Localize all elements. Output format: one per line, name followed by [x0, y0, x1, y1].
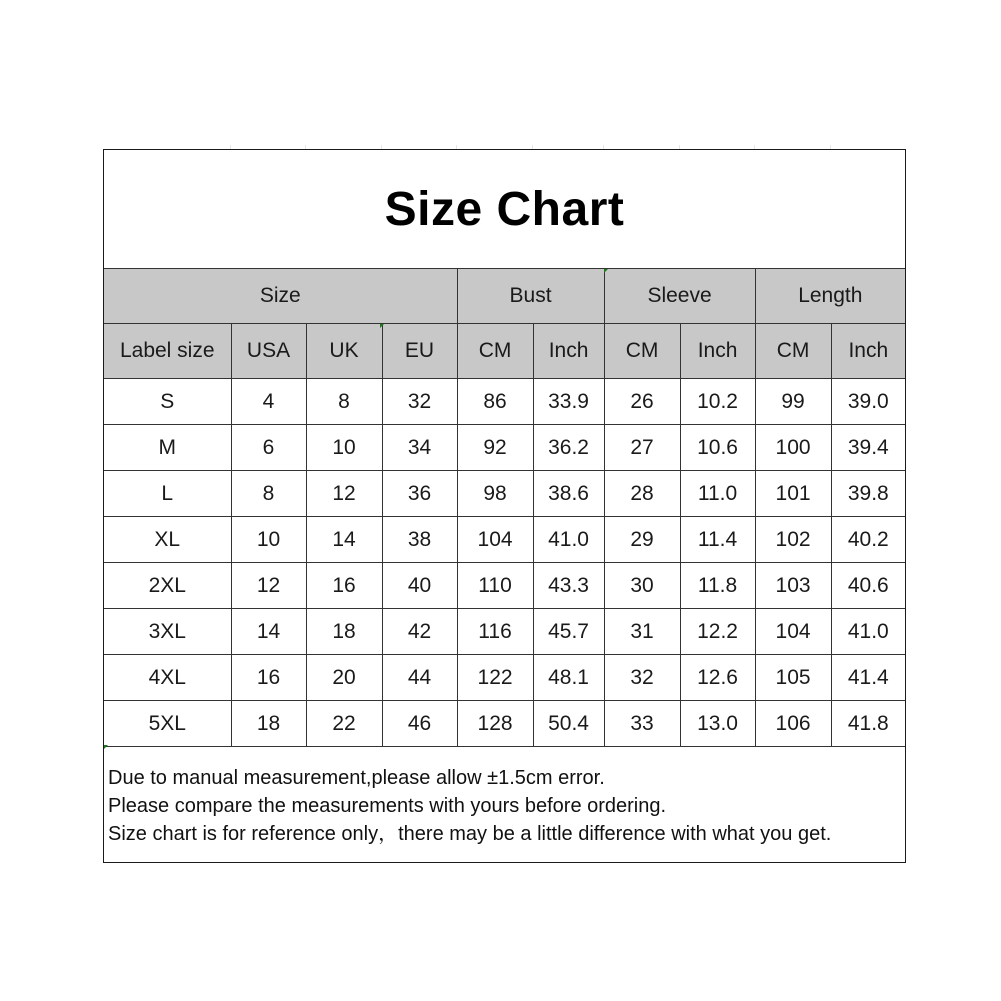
col-header-bust-cm: CM	[457, 324, 533, 379]
cell-length-inch: 39.0	[831, 379, 905, 425]
cell-usa: 8	[231, 471, 306, 517]
cell-eu: 40	[382, 563, 457, 609]
cell-uk: 14	[306, 517, 382, 563]
table-row	[104, 609, 905, 655]
cell-label-size: M	[104, 425, 231, 471]
cell-label-size: 3XL	[104, 609, 231, 655]
table-body	[104, 379, 905, 747]
cell-sleeve-cm: 28	[604, 471, 680, 517]
cell-bust-cm: 116	[457, 609, 533, 655]
size-table	[104, 269, 905, 747]
cell-sleeve-cm: 26	[604, 379, 680, 425]
cell-uk: 10	[306, 425, 382, 471]
cell-eu: 34	[382, 425, 457, 471]
cell-label-size: S	[104, 379, 231, 425]
cell-bust-inch: 50.4	[533, 701, 604, 747]
cell-bust-inch: 48.1	[533, 655, 604, 701]
col-header-length-cm: CM	[755, 324, 831, 379]
cell-uk: 18	[306, 609, 382, 655]
cell-eu: 44	[382, 655, 457, 701]
cell-sleeve-cm: 29	[604, 517, 680, 563]
cell-bust-cm: 122	[457, 655, 533, 701]
cell-length-cm: 106	[755, 701, 831, 747]
group-header-size: Size	[104, 269, 457, 324]
cell-label-size: L	[104, 471, 231, 517]
cell-eu: 38	[382, 517, 457, 563]
cell-bust-cm: 104	[457, 517, 533, 563]
cell-sleeve-inch: 10.6	[680, 425, 755, 471]
cell-sleeve-cm: 32	[604, 655, 680, 701]
cell-length-inch: 41.0	[831, 609, 905, 655]
cell-bust-cm: 110	[457, 563, 533, 609]
col-header-sleeve-cm: CM	[604, 324, 680, 379]
cell-usa: 12	[231, 563, 306, 609]
chart-title: Size Chart	[384, 182, 625, 236]
col-header-sleeve-inch: Inch	[680, 324, 755, 379]
cell-bust-inch: 41.0	[533, 517, 604, 563]
cell-usa: 16	[231, 655, 306, 701]
table-row	[104, 425, 905, 471]
table-row	[104, 379, 905, 425]
group-header-sleeve: Sleeve	[604, 269, 755, 324]
group-header-row	[104, 269, 905, 324]
cell-sleeve-inch: 11.8	[680, 563, 755, 609]
col-header-length-inch: Inch	[831, 324, 905, 379]
cell-sleeve-cm: 27	[604, 425, 680, 471]
cell-bust-cm: 86	[457, 379, 533, 425]
table-row	[104, 471, 905, 517]
cell-length-inch: 41.4	[831, 655, 905, 701]
cell-eu: 46	[382, 701, 457, 747]
cell-length-inch: 39.4	[831, 425, 905, 471]
size-chart	[103, 149, 906, 863]
cell-sleeve-inch: 12.2	[680, 609, 755, 655]
title-band	[104, 150, 905, 269]
cell-uk: 20	[306, 655, 382, 701]
table-row	[104, 655, 905, 701]
cell-length-inch: 41.8	[831, 701, 905, 747]
cell-uk: 8	[306, 379, 382, 425]
sub-header-row	[104, 324, 905, 379]
cell-bust-cm: 98	[457, 471, 533, 517]
cell-uk: 16	[306, 563, 382, 609]
cell-usa: 10	[231, 517, 306, 563]
cell-length-cm: 100	[755, 425, 831, 471]
cell-uk: 22	[306, 701, 382, 747]
cell-bust-cm: 92	[457, 425, 533, 471]
cell-usa: 6	[231, 425, 306, 471]
cell-usa: 18	[231, 701, 306, 747]
cell-sleeve-inch: 13.0	[680, 701, 755, 747]
col-header-bust-inch: Inch	[533, 324, 604, 379]
cell-length-cm: 99	[755, 379, 831, 425]
note-line: Please compare the measurements with yours before ordering.	[108, 795, 667, 817]
table-row	[104, 517, 905, 563]
cell-sleeve-inch: 10.2	[680, 379, 755, 425]
cell-length-cm: 102	[755, 517, 831, 563]
cell-sleeve-cm: 33	[604, 701, 680, 747]
cell-eu: 32	[382, 379, 457, 425]
cell-label-size: 5XL	[104, 701, 231, 747]
col-header-label-size: Label size	[104, 324, 231, 379]
group-header-length: Length	[755, 269, 905, 324]
col-header-uk: UK	[306, 324, 382, 379]
cell-sleeve-inch: 11.4	[680, 517, 755, 563]
table-row	[104, 701, 905, 747]
note-line: Due to manual measurement,please allow ±1.5cm error.	[108, 767, 605, 789]
cell-label-size: XL	[104, 517, 231, 563]
cell-usa: 14	[231, 609, 306, 655]
cell-bust-inch: 33.9	[533, 379, 604, 425]
cell-length-cm: 104	[755, 609, 831, 655]
cell-corner-mark	[380, 324, 384, 328]
cell-length-inch: 40.2	[831, 517, 905, 563]
cell-bust-inch: 43.3	[533, 563, 604, 609]
col-header-usa: USA	[231, 324, 306, 379]
cell-corner-mark	[604, 269, 608, 273]
cell-sleeve-cm: 30	[604, 563, 680, 609]
col-header-eu: EU	[382, 324, 457, 379]
cell-length-cm: 101	[755, 471, 831, 517]
cell-uk: 12	[306, 471, 382, 517]
table-row	[104, 563, 905, 609]
group-header-bust: Bust	[457, 269, 604, 324]
notes	[108, 764, 903, 848]
cell-length-inch: 39.8	[831, 471, 905, 517]
cell-bust-inch: 36.2	[533, 425, 604, 471]
cell-sleeve-inch: 11.0	[680, 471, 755, 517]
cell-corner-mark	[104, 745, 108, 749]
cell-bust-inch: 45.7	[533, 609, 604, 655]
cell-usa: 4	[231, 379, 306, 425]
cell-sleeve-inch: 12.6	[680, 655, 755, 701]
cell-label-size: 2XL	[104, 563, 231, 609]
cell-eu: 36	[382, 471, 457, 517]
note-line: Size chart is for reference only，there may be a little difference with what you get.	[108, 823, 832, 845]
cell-sleeve-cm: 31	[604, 609, 680, 655]
cell-bust-cm: 128	[457, 701, 533, 747]
cell-label-size: 4XL	[104, 655, 231, 701]
cell-bust-inch: 38.6	[533, 471, 604, 517]
cell-length-inch: 40.6	[831, 563, 905, 609]
cell-eu: 42	[382, 609, 457, 655]
cell-length-cm: 103	[755, 563, 831, 609]
cell-length-cm: 105	[755, 655, 831, 701]
